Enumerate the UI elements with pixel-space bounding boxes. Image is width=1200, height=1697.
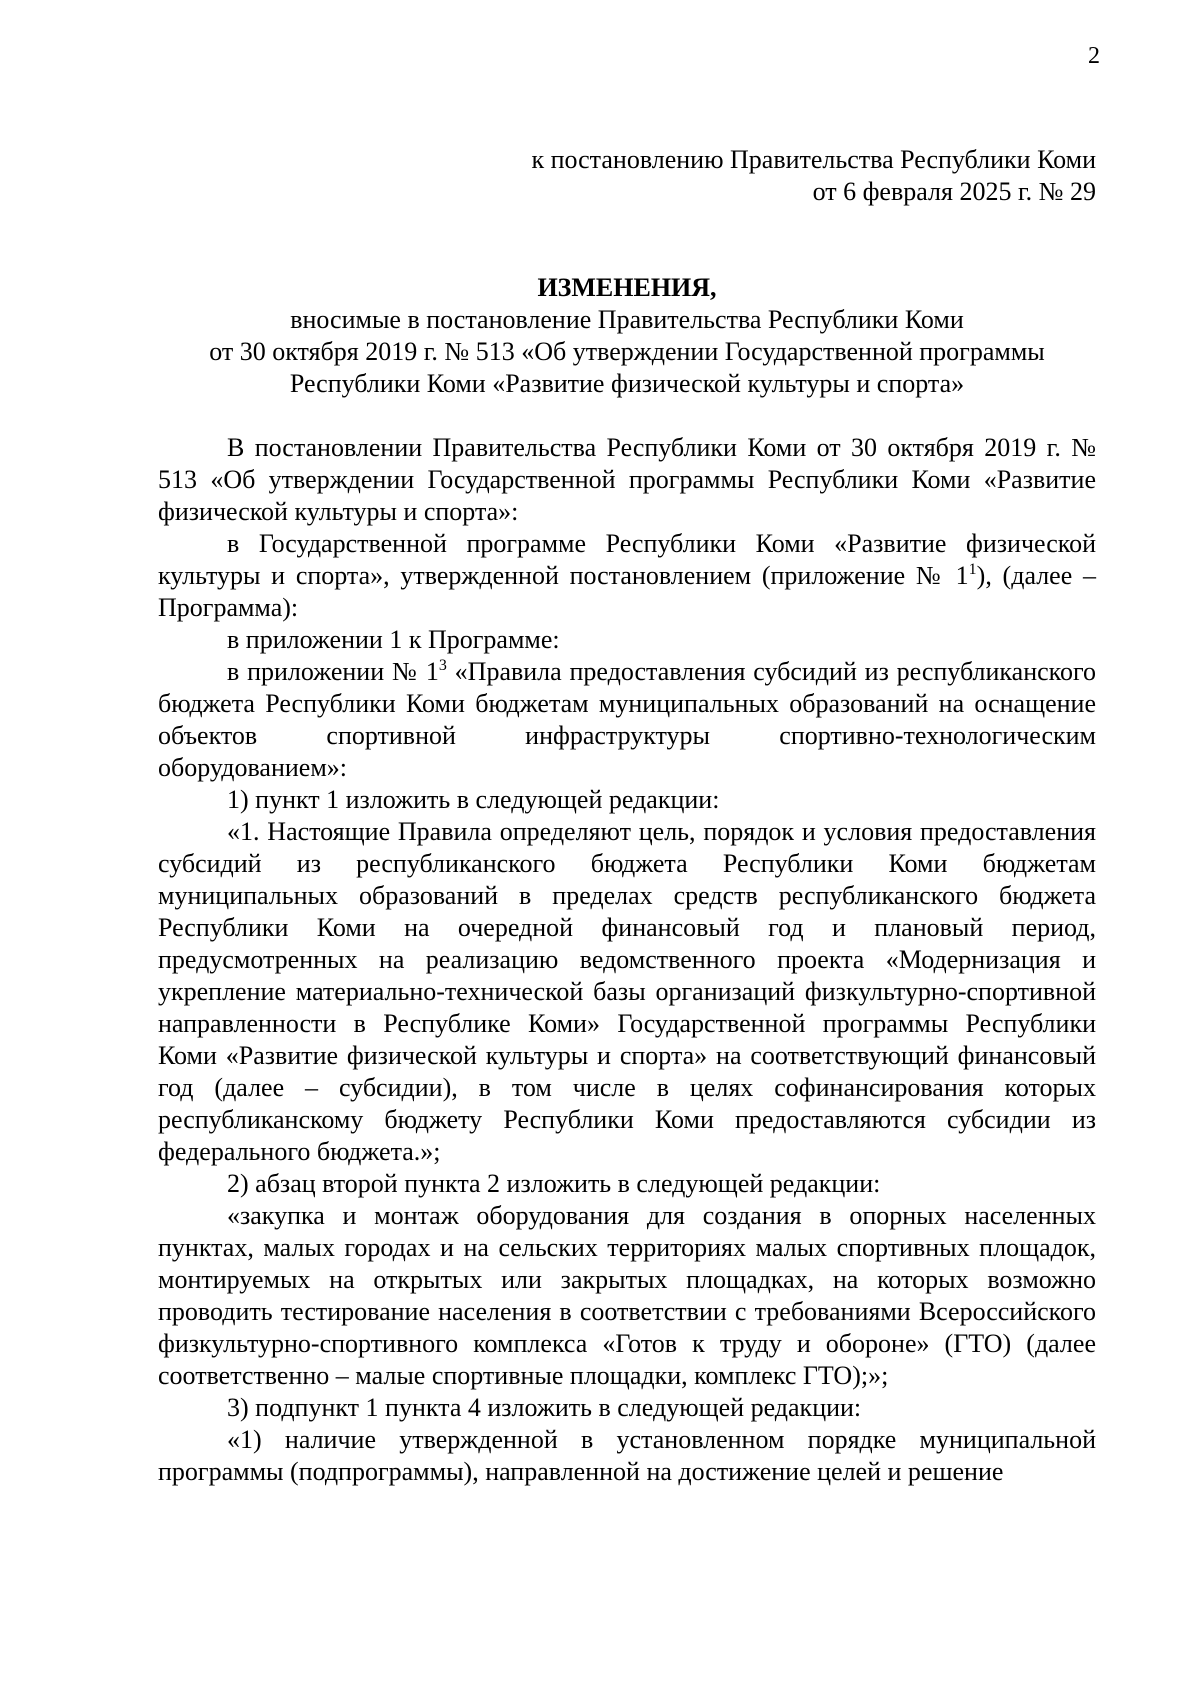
- paragraph-1: В постановлении Правительства Республики Коми от 30 октября 2019 г. № 513 «Об утверждении Государственной программы Республики Коми «Развитие физической культуры и спорта»:: [158, 433, 1096, 526]
- paragraph-2-text-end: ), (далее – Программа):: [158, 561, 1096, 622]
- paragraph-4-text: в приложении № 1: [227, 657, 439, 686]
- paragraph-10: «1) наличие утвержденной в установленном порядке муниципальной программы (подпрограммы), направленной на достижение целей и решение: [158, 1425, 1096, 1486]
- paragraph-6: «1. Настоящие Правила определяют цель, порядок и условия предоставления субсидий из республиканского бюджета Республики Коми бюджетам муниципальных образований в пределах средств республиканского бюджета Республики Коми на очередной финансовый год и плановый период, предусмотренных на реализацию ведомственного проекта «Модернизация и укрепление материально-технической базы организаций физкультурно-спортивной направленности в Республике Коми» Государственной программы Республики Коми «Развитие физической культуры и спорта» на соответствующий финансовый год (далее – субсидии), в том числе в целях софинансирования которых республиканскому бюджету Республики Коми предоставляются субсидии из федерального бюджета.»;: [158, 817, 1096, 1166]
- paragraph-2-superscript: 1: [968, 561, 977, 578]
- paragraph-9: 3) подпункт 1 пункта 4 изложить в следующей редакции:: [227, 1393, 862, 1422]
- paragraph-2: [158, 528, 1096, 624]
- paragraph-2-text: в Государственной программе Республики Коми «Развитие физической культуры и спорта», утвержденной постановлением (приложение № 1: [158, 529, 1096, 590]
- heading-line-1: вносимые в постановление Правительства Республики Коми: [290, 305, 964, 334]
- document-body: [158, 432, 1096, 1488]
- document-title: ИЗМЕНЕНИЯ,: [537, 273, 717, 302]
- document-heading: [158, 272, 1096, 400]
- approval-reference: [396, 144, 1096, 208]
- paragraph-3: в приложении 1 к Программе:: [227, 625, 560, 654]
- approval-line-1: к постановлению Правительства Республики Коми: [531, 145, 1096, 174]
- page-number: 2: [1088, 43, 1100, 69]
- paragraph-7: 2) абзац второй пункта 2 изложить в следующей редакции:: [227, 1169, 881, 1198]
- paragraph-4-text-end: «Правила предоставления субсидий из республиканского бюджета Республики Коми бюджетам муниципальных образований на оснащение объектов спортивной инфраструктуры спортивно-технологическим оборудованием»:: [158, 657, 1096, 782]
- paragraph-8: «закупка и монтаж оборудования для создания в опорных населенных пунктах, малых городах и на сельских территориях малых спортивных площадок, монтируемых на открытых или закрытых площадках, на которых возможно проводить тестирование населения в соответствии с требованиями Всероссийского физкультурно-спортивного комплекса «Готов к труду и обороне» (ГТО) (далее соответственно – малые спортивные площадки, комплекс ГТО);»;: [158, 1201, 1096, 1390]
- paragraph-4: [158, 656, 1096, 784]
- heading-line-3: Республики Коми «Развитие физической культуры и спорта»: [289, 369, 965, 398]
- heading-line-2: от 30 октября 2019 г. № 513 «Об утверждении Государственной программы: [209, 337, 1045, 366]
- paragraph-5: 1) пункт 1 изложить в следующей редакции:: [227, 785, 720, 814]
- paragraph-4-superscript: 3: [438, 657, 447, 674]
- approval-line-2: от 6 февраля 2025 г. № 29: [812, 177, 1096, 206]
